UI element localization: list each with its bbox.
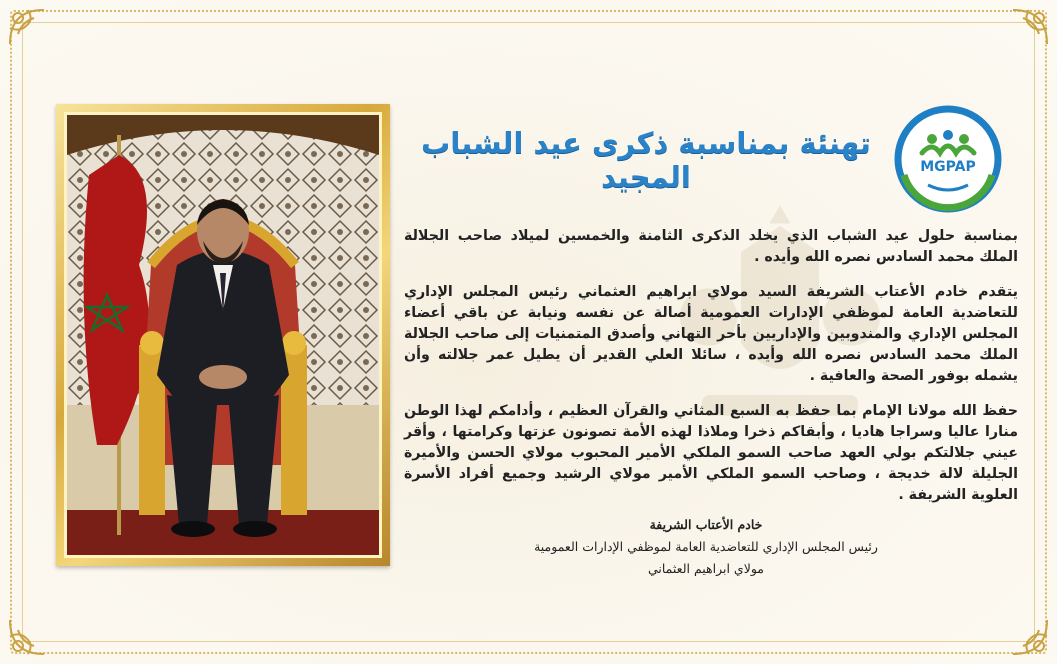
paragraph-1: بمناسبة حلول عيد الشباب الذي يخلد الذكرى الثامنة والخمسين لميلاد صاحب الجلالة الملك محمد السادس نصره الله وأيده . (404, 228, 1018, 265)
paragraph-3: حفظ الله مولانا الإمام بما حفظ به السبع المثاني والقرآن العظيم ، وأدامكم لهذا الوطن منارا عاليا وسراجا هاديا ، وأبقاكم ذخرا وملاذا لهذه الأمة تصونون عزتها وكرامتها ، وأقر عيني جلالتكم بولي العهد صاحب السمو الملكي الأمير المحبوب مولاي الحسن والأميرة الجليلة لالة خديجة ، وصاحب السمو الملكي الأمير مولاي الرشيد وجميع أفراد الأسرة العلوية الشريفة . (404, 403, 1018, 503)
signature-block (526, 514, 886, 580)
corner-ornament-icon (4, 4, 74, 74)
logo-text: MGPAP (920, 159, 976, 175)
portrait-frame (56, 104, 390, 566)
corner-ornament-icon (983, 590, 1053, 660)
signature-name: مولاي ابراهيم العثماني (647, 561, 765, 576)
corner-ornament-icon (983, 4, 1053, 74)
signature-line-2: رئيس المجلس الإداري للتعاضدية العامة لموظفي الإدارات العمومية (534, 539, 878, 554)
corner-ornament-icon (4, 590, 74, 660)
mgpap-logo (894, 105, 1002, 213)
royal-portrait (64, 112, 382, 558)
signature-line-1: خادم الأعتاب الشريفة (649, 517, 763, 532)
page-title: تهنئة بمناسبة ذكرى عيد الشباب المجيد (421, 126, 871, 194)
paragraph-2: يتقدم خادم الأعتاب الشريفة السيد مولاي ابراهيم العثماني رئيس المجلس الإداري للتعاضدية العامة لموظفي الإدارات العمومية أصالة عن نفسه ونيابة عن باقي أعضاء المجلس الإداري والمندوبين والإداريين بأحر التهاني وأصدق المتمنيات إلى صاحب الجلالة الملك محمد السادس نصره الله وأيده ، سائلا العلي القدير أن يطيل عمر جلالته وأن يشمله بوفور الصحة والعافية . (404, 284, 1018, 384)
message-body (404, 226, 1018, 520)
